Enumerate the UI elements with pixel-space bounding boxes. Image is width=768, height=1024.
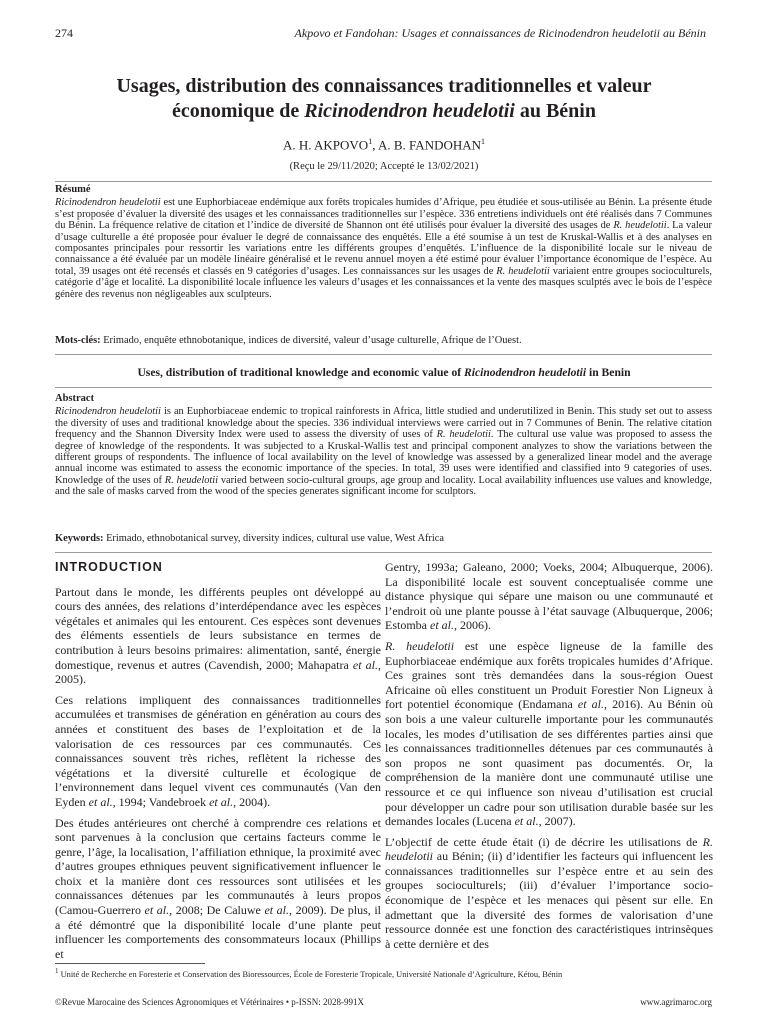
abstract-text (55, 406, 712, 497)
text: , 2008; De Caluwe (169, 903, 265, 918)
species-name: Ricinodendron heudelotii (464, 366, 587, 379)
divider (55, 552, 712, 553)
resume-text-part: variaient entre groupes socioculturels, catégorie d’âge et localité. La disponibilité locale influence les valeurs d’usages et les connaissances et la vente des masques sculptés avec le bois de l’espèce génère des revenus non négligeables aux sculpteurs. (55, 265, 712, 300)
intro-paragraph-3 (55, 816, 381, 962)
text: Des études antérieures ont cherché à comprendre ces relations et sont parvenues à la conclusion que certains facteurs comme le genre, l’âge, la localisation, l’affiliation ethnique, la proximité avec d’autres groupes ethniques peuvent significativement influencer le choix et la manière dont ces ressources sont utilisées et les connaissances détenues par les communautés à leurs propos (Camou-Guerrero (55, 815, 381, 918)
keywords (55, 533, 712, 544)
et-al: et al. (430, 618, 454, 633)
species-name: Ricinodendron heudelotii (55, 406, 161, 418)
english-title (0, 366, 768, 379)
author-2-affiliation: 1 (481, 137, 486, 146)
text: L’objectif de cette étude était (i) de décrire les utilisations de (385, 834, 703, 849)
footnote-divider (55, 963, 205, 964)
left-column (55, 560, 381, 967)
title-species-name: Ricinodendron heudelotii (304, 100, 515, 122)
et-al: et al. (514, 814, 539, 829)
et-al: et al. (264, 903, 290, 918)
resume-block (55, 184, 712, 300)
abstract-text-part: . The cultural use value was proposed to assess the degree of knowledge of the respondents. It was subjected to a Kruskal-Wallis test and principal component analyzes to show the variations between the different groups of respondents. The influence of local availability on the level of knowledge was assessed by a generalized linear model and the average annual income was estimated to assess the economic importance of the species. In total, 39 uses were identified and classified into 9 categories of uses. Knowledge of the uses of (55, 429, 712, 486)
running-title: Akpovo et Fandohan: Usages et connaissances de Ricinodendron heudelotii au Bénin (294, 26, 706, 40)
authors (0, 137, 768, 153)
divider (55, 181, 712, 182)
title-line-1: Usages, distribution des connaissances traditionnelles et valeur (116, 75, 652, 97)
et-al: et al. (352, 657, 378, 672)
author-separator: , (372, 137, 378, 153)
footnote-text: Unité de Recherche en Foresterie et Conservation des Bioressources, École de Foresterie Tropicale, Université Nationale d’Agriculture, Kétou, Bénin (58, 969, 563, 979)
species-name: R. heudelotii (164, 474, 219, 486)
divider (55, 387, 712, 388)
author-1-affiliation: 1 (368, 137, 373, 146)
species-name: Ricinodendron heudelotii (55, 197, 161, 209)
mots-cles-text: Erimado, enquête ethnobotanique, indices de diversité, valeur d’usage culturelle, Afrique de l’Ouest. (100, 335, 522, 346)
text: , 2009). De plus, il a été démontré que la disponibilité locale d’une plante peut influencer les comportements des consommateurs locaux (Phillips et (55, 903, 381, 961)
title-line-2-pre: économique de (172, 100, 305, 122)
english-title-post: in Benin (586, 366, 631, 379)
intro-paragraph-5 (385, 835, 713, 952)
intro-paragraph-1 (55, 585, 381, 687)
text: au Bénin; (ii) d’identifier les facteurs qui influencent les connaissances traditionnelles sur l’espèce entre et au sein des groupes socioculturels; (iii) d’évaluer l’importance socio-économique de l’espèce et les menaces qui pèsent sur elle. En admettant que la diversité des formes de valorisation d’une ressource donnée est une fonction des caractéristiques intrinsèques à cette dernière et des (385, 849, 713, 951)
text: Gentry, 1993a; Galeano, 2000; Voeks, 2004; Albuquerque, 2006). La disponibilité locale est souvent conceptualisée comme une distance physique qui sépare une maison ou une communauté et l’endroit où une plante pousse à l’état sauvage (Albuquerque, 2006; Estomba (385, 560, 713, 633)
right-column (385, 560, 713, 957)
species-name: R. heudelotii (436, 429, 491, 441)
text: est une espèce ligneuse de la famille des Euphorbiaceae endémique aux forêts tropicales humides d’Afrique. Ces graines sont très demandées dans la sous-région Ouest Africaine où elles constituent un Produit Forestier Non Ligneux à fort potentiel économique (Endamana (385, 638, 713, 712)
intro-paragraph-3-cont (385, 560, 713, 633)
abstract-heading: Abstract (55, 393, 95, 404)
keywords-label: Keywords: (55, 533, 104, 544)
text: , 2007). (538, 814, 576, 829)
author-2: A. B. FANDOHAN (377, 137, 482, 153)
text: , 2016). Au Bénin où son bois a une valeur culturelle importante pour les communautés locales, les modes d’utilisation de ses différentes parties ainsi que les connaissances traditionnelles détenues par ces communautés à son propos ne sont quasiment pas documentés. Or, la compréhension de la manière dont une communauté utilise une ressource et ce qui influence son niveau d’utilisation est crucial pour développer un cadre pour son utilisation durable basée sur les demandes locales (Lucena (385, 697, 713, 829)
mots-cles (55, 335, 712, 346)
author-1: A. H. AKPOVO (282, 137, 369, 153)
journal-website[interactable]: www.agrimaroc.org (640, 997, 712, 1007)
introduction-heading: INTRODUCTION (55, 560, 163, 574)
intro-paragraph-4 (385, 639, 713, 829)
species-name: R. heudelotii (385, 834, 713, 864)
resume-text-part: . La valeur d’usage culturelle a été proposée pour évaluer le degré de connaissance des enquêtés. Elle a été soumise à un test de Kruskal-Wallis et à des analyses en composantes principales pour ressortir les variations entre les différents groupes d’enquêtés. L’influence de la disponibilité locale sur le niveau de connaissance a été évaluée par un modèle linéaire généralisé et le revenu annuel moyen a été estimé pour évaluer l’importance économique de l’espèce. Au total, 39 usages ont été recensés et classés en 9 catégories d’usages. Les connaissances sur les usages de (55, 220, 712, 277)
text: , 2006). (454, 618, 491, 633)
footnote-marker: 1 (55, 967, 59, 975)
resume-heading: Résumé (55, 184, 91, 195)
et-al: et al. (88, 794, 113, 809)
divider (55, 354, 712, 355)
page-number: 274 (55, 26, 73, 40)
received-accepted-dates: (Reçu le 29/11/2020; Accepté le 13/02/2021) (289, 161, 479, 172)
abstract-text-part: is an Euphorbiaceae endemic to tropical rainforests in Africa, little studied and underutilized in Benin. This study set out to assess the diversity of uses and traditional knowledge about the species. 336 individual interviews were carried out in 7 Communes of Benin. The relative citation frequency and the Shannon Diversity Index were used to assess the diversity of uses of (55, 406, 712, 441)
et-al: et al. (577, 697, 604, 712)
text: , 1994; Vandebroek (112, 794, 210, 809)
et-al: et al. (144, 903, 170, 918)
title-line-2-post: au Bénin (514, 100, 596, 122)
species-name: R. heudelotii (385, 638, 455, 653)
text: Partout dans le monde, les différents peuples ont développé au cours des années, des relations d’interdépendance avec les espèces végétales et animales qui les entourent. Ces espèces sont devenues des éléments essentiels de leurs subsistance en termes de contribution à leurs besoins primaires: alimentation, santé, énergie domestique, revenus et autres (Cavendish, 2000; Mahapatra (55, 584, 381, 672)
abstract-block (55, 393, 712, 498)
english-title-pre: Uses, distribution of traditional knowledge and economic value of (137, 366, 465, 379)
abstract-text-part: varied between socio-cultural groups, age group and locality. Local availability influences use values and knowledge, and the sale of masks carved from the wood of the species generates significant income for sculptors. (55, 474, 712, 498)
text: Ces relations impliquent des connaissances traditionnelles accumulées et transmises de génération en génération au cours des années et constituent des bases de l’exploitation et de la valorisation de ces ressources par ces communautés. Ces connaissances souvent très riches, reflètent la richesse des végétations et la diversité culturelle et écologique de l’environnement dans lequel vivent ces communautés (Van den Eyden (55, 692, 381, 809)
text: , 2004). (233, 794, 271, 809)
species-name: R. heudelotii (613, 220, 667, 232)
journal-issn: ©Revue Marocaine des Sciences Agronomiques et Vétérinaires • p-ISSN: 2028-991X (55, 997, 365, 1007)
running-header (55, 26, 706, 44)
keywords-text: Erimado, ethnobotanical survey, diversity indices, cultural use value, West Africa (103, 533, 444, 544)
affiliation-footnote (55, 967, 712, 979)
mots-cles-label: Mots-clés: (55, 335, 101, 346)
species-name: R. heudelotii (496, 265, 550, 277)
resume-text (55, 197, 712, 300)
article-title (40, 74, 728, 124)
intro-paragraph-2 (55, 693, 381, 810)
page-footer (55, 997, 712, 1011)
resume-text-part: est une Euphorbiaceae endémique aux forêts tropicales humides d’Afrique, peu étudiée et sous-utilisée au Bénin. La présente étude s’est proposée d’évaluer la diversité des usages et les connaissances traditionnelles sur l’espèce. 336 entretiens individuels ont été réalisés dans 7 Communes du Bénin. La fréquence relative de citation et l’indice de diversité de Shannon ont été utilisés pour évaluer la diversité des usages de (55, 197, 712, 232)
et-al: et al. (209, 794, 234, 809)
text: , 2005). (55, 657, 381, 687)
